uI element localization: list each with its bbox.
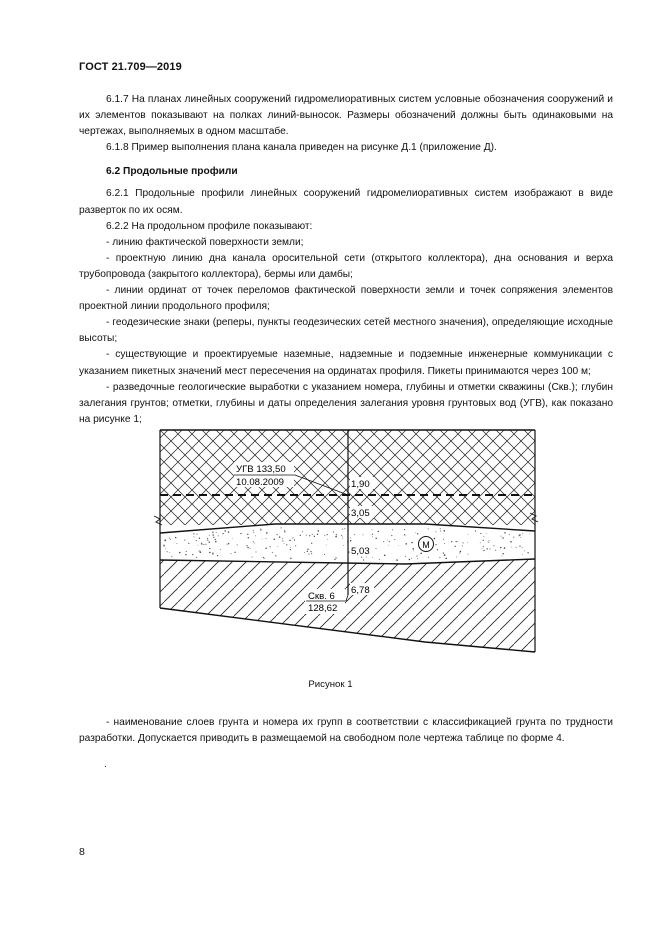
sand-dot: [375, 548, 376, 549]
sand-dot: [209, 535, 210, 536]
sand-dot: [207, 540, 208, 541]
sand-dot: [516, 547, 517, 548]
sand-dot: [261, 557, 262, 558]
sand-dot: [306, 535, 307, 536]
sand-dot: [372, 557, 373, 558]
sand-dot: [317, 534, 318, 535]
sand-dot: [415, 533, 416, 534]
sand-dot: [324, 554, 325, 555]
sand-dot: [489, 548, 490, 549]
sand-dot: [495, 550, 496, 551]
sand-dot: [213, 537, 214, 538]
sand-dot: [420, 553, 422, 555]
well-label: Скв. 6: [308, 591, 335, 602]
sand-dot: [372, 536, 373, 537]
sand-dot: [488, 542, 489, 543]
sand-dot: [462, 545, 463, 546]
ugv-label: УГВ 133,50: [236, 464, 286, 475]
depth-label-1: 1,90: [351, 479, 370, 490]
sand-dot: [292, 538, 293, 539]
sand-dot: [501, 536, 502, 537]
sand-dot: [307, 549, 308, 550]
sand-dot: [304, 552, 305, 553]
sand-dot: [310, 551, 311, 552]
sand-dot: [209, 552, 211, 554]
sand-dot: [511, 547, 512, 548]
sand-dot: [389, 541, 390, 542]
sand-dot: [272, 552, 273, 553]
sand-dot: [489, 540, 490, 541]
sand-dot: [248, 537, 249, 538]
sand-dot: [284, 530, 285, 531]
sand-dot: [314, 536, 315, 537]
sand-dot: [440, 531, 441, 532]
sand-dot: [215, 541, 217, 543]
sand-dot: [293, 537, 294, 538]
sand-dot: [284, 531, 285, 532]
sand-dot: [475, 530, 476, 531]
sand-dot: [279, 536, 280, 537]
sand-dot: [260, 528, 261, 529]
sand-dot: [215, 539, 216, 540]
sand-dot: [198, 545, 199, 546]
trailing-dot: .: [104, 759, 107, 770]
sand-dot: [336, 534, 337, 535]
sand-dot: [234, 552, 235, 553]
sand-dot: [435, 544, 436, 545]
sand-dot: [524, 550, 525, 551]
sand-dot: [169, 552, 170, 553]
paragraph-6-2-1: 6.2.1 Продольные профили линейных сооружений гидромелиоративных систем изображают в виде разверток по их осям.: [79, 188, 613, 216]
sand-dot: [416, 556, 417, 557]
sand-dot: [216, 532, 217, 533]
sand-dot: [277, 546, 278, 547]
sand-dot: [468, 534, 469, 535]
sand-dot: [327, 534, 328, 535]
list-item: - проектную линию дна канала оросительной сети (открытого коллектора), дна основания и верха трубопровода (закрытого коллектора), бермы или дамбы;: [79, 252, 613, 280]
sand-dot: [209, 541, 210, 542]
sand-dot: [266, 532, 268, 534]
sand-dot: [199, 551, 200, 552]
sand-dot: [171, 556, 172, 557]
sand-dot: [375, 538, 376, 539]
sand-dot: [451, 541, 452, 542]
sand-dot: [175, 537, 176, 538]
sand-dot: [404, 529, 405, 530]
sand-dot: [428, 557, 429, 558]
sand-dot: [417, 558, 418, 559]
sand-dot: [192, 554, 193, 555]
sand-dot: [394, 539, 395, 540]
sand-dot: [387, 540, 388, 541]
sand-dot: [220, 549, 221, 550]
sand-dot: [334, 559, 335, 560]
sand-dot: [231, 553, 232, 554]
sand-dot: [460, 551, 461, 552]
sand-dot: [388, 545, 389, 546]
depth-label-2: 3,05: [351, 508, 370, 519]
sand-dot: [207, 538, 208, 539]
sand-dot: [437, 549, 438, 550]
sand-dot: [355, 534, 356, 535]
sand-dot: [406, 543, 407, 544]
sand-dot: [289, 540, 291, 542]
sand-dot: [167, 551, 168, 552]
sand-dot: [445, 558, 447, 560]
sand-dot: [341, 535, 342, 536]
sand-dot: [500, 547, 501, 548]
sand-dot: [434, 538, 436, 540]
sand-dot: [170, 539, 171, 540]
sand-dot: [199, 537, 200, 538]
sand-dot: [439, 557, 440, 558]
sand-dot: [286, 544, 287, 545]
sand-dot: [391, 535, 392, 536]
sand-dot: [519, 534, 520, 535]
after-figure-text: [79, 715, 613, 747]
sand-dot: [480, 533, 481, 534]
sand-dot: [232, 538, 233, 539]
sand-dot: [264, 558, 265, 559]
depth-label-3: 5,03: [351, 546, 370, 557]
page-number: 8: [79, 846, 85, 858]
sand-dot: [217, 555, 218, 556]
sand-dot: [277, 534, 278, 535]
sand-dot: [200, 551, 202, 553]
sand-dot: [483, 550, 484, 551]
main-text: [79, 92, 613, 428]
sand-dot: [256, 552, 257, 553]
sand-dot: [529, 534, 530, 535]
sand-dot: [281, 527, 282, 528]
sand-dot: [342, 536, 343, 537]
sand-dot: [228, 543, 229, 544]
sand-dot: [335, 557, 336, 558]
sand-dot: [163, 545, 164, 546]
sand-dot: [350, 540, 351, 541]
sand-dot: [404, 534, 405, 535]
sand-dot: [405, 556, 406, 557]
sand-dot: [513, 537, 514, 538]
sand-dot: [311, 543, 312, 544]
sand-dot: [302, 531, 303, 532]
sand-dot: [318, 530, 320, 532]
sand-dot: [201, 543, 202, 544]
sand-dot: [250, 548, 251, 549]
sand-dot: [212, 534, 213, 535]
sand-dot: [247, 534, 248, 535]
document-header: ГОСТ 21.709—2019: [79, 61, 182, 73]
section-heading-6-2: 6.2 Продольные профили: [106, 166, 238, 178]
list-item: - разведочные геологические выработки с указанием номера, глубины и отметки скважины (Скв.); глубин залегания грунтов; отметки, глубины и даты определения залегания уровня грунтовых вод (УГВ), как показано на рисунке 1;: [79, 381, 613, 425]
sand-dot: [179, 552, 181, 554]
soil-profile-figure: [150, 420, 550, 655]
sand-dot: [333, 532, 334, 533]
sand-dot: [240, 533, 241, 534]
sand-dot: [270, 546, 271, 547]
sand-dot: [378, 531, 379, 532]
sand-dot: [379, 559, 380, 560]
sand-dot: [307, 551, 308, 552]
sand-dot: [444, 543, 445, 544]
sand-dot: [184, 540, 185, 541]
sand-dot: [413, 550, 414, 551]
sand-dot: [350, 538, 351, 539]
sand-dot: [198, 551, 199, 552]
list-item: - геодезические знаки (реперы, пункты геодезических сетей местного значения), определяющие исходные высоты;: [79, 317, 613, 345]
sand-dot: [504, 532, 505, 533]
sand-dot: [165, 540, 167, 542]
sand-dot: [312, 534, 313, 535]
sand-dot: [185, 554, 186, 555]
sand-dot: [342, 529, 343, 530]
ugv-date: 10.08.2009: [236, 477, 285, 488]
paragraph-6-1-8: 6.1.8 Пример выполнения плана канала приведен на рисунке Д.1 (приложение Д).: [106, 142, 497, 154]
sand-dot: [428, 528, 429, 529]
sand-dot: [392, 529, 393, 530]
sand-dot: [486, 533, 487, 534]
sand-dot: [457, 541, 458, 542]
list-item: - наименование слоев грунта и номера их групп в соответствии с классификацией грунта по трудности разработки. Допускается приводить в размещаемой на свободном поле чертежа таблице по форме 4.: [79, 717, 613, 745]
sand-dot: [218, 535, 219, 536]
soil-marker-label: М: [422, 540, 430, 550]
sand-dot: [224, 530, 225, 531]
sand-dot: [502, 537, 504, 539]
sand-dot: [493, 545, 494, 546]
sand-dot: [253, 530, 254, 531]
sand-dot: [483, 540, 484, 541]
list-item: - линию фактической поверхности земли;: [106, 236, 304, 248]
sand-dot: [519, 545, 520, 546]
sand-dot: [214, 536, 215, 537]
paragraph-6-1-7: 6.1.7 На планах линейных сооружений гидромелиоративных систем условные обозначения сооружений и их элементов показывают на полках линий-выносок. Размеры обозначений должны быть одинаковыми на чертежах, выполняемых в одном масштабе.: [79, 94, 613, 138]
sand-dot: [309, 554, 310, 555]
sand-dot: [440, 528, 441, 529]
figure-caption: Рисунок 1: [308, 679, 353, 690]
sand-dot: [467, 542, 468, 543]
sand-dot: [212, 532, 213, 533]
sand-dot: [520, 537, 521, 538]
sand-dot: [344, 528, 345, 529]
sand-dot: [326, 545, 327, 546]
sand-dot: [510, 541, 512, 543]
sand-dot: [522, 554, 523, 555]
sand-dot: [290, 558, 291, 559]
sand-dot: [396, 559, 398, 561]
sand-dot: [275, 555, 276, 556]
sand-dot: [196, 557, 197, 558]
sand-dot: [462, 542, 463, 543]
sand-dot: [411, 542, 413, 544]
sand-dot: [409, 559, 410, 560]
sand-dot: [290, 549, 291, 550]
sand-dot: [260, 529, 261, 530]
sand-dot: [435, 531, 436, 532]
sand-dot: [311, 553, 312, 554]
sand-dot: [266, 538, 267, 539]
sand-dot: [487, 548, 488, 549]
paragraph-6-2-2: 6.2.2 На продольном профиле показывают:: [106, 220, 313, 232]
sand-dot: [372, 529, 373, 530]
sand-dot: [227, 544, 228, 545]
sand-dot: [527, 552, 528, 553]
well-mark: 128,62: [308, 603, 338, 614]
sand-dot: [398, 545, 399, 546]
sand-dot: [383, 541, 384, 542]
sand-dot: [193, 533, 194, 534]
sand-dot: [193, 536, 194, 537]
sand-dot: [295, 545, 296, 546]
sand-dot: [284, 543, 285, 544]
sand-dot: [324, 535, 325, 536]
sand-dot: [237, 544, 238, 545]
sand-dot: [265, 548, 267, 550]
sand-dot: [282, 538, 283, 539]
sand-dot: [522, 547, 523, 548]
sand-dot: [444, 554, 446, 556]
sand-dot: [504, 547, 506, 549]
sand-dot: [222, 533, 223, 534]
sand-dot: [443, 552, 444, 553]
sand-dot: [253, 532, 254, 533]
sand-dot: [412, 548, 414, 550]
sand-dot: [309, 535, 310, 536]
sand-dot: [176, 543, 177, 544]
sand-dot: [255, 535, 256, 536]
sand-dot: [196, 534, 197, 535]
sand-dot: [246, 545, 247, 546]
sand-dot: [482, 548, 483, 549]
sand-dot: [456, 556, 457, 557]
sand-dot: [335, 536, 337, 538]
sand-dot: [443, 539, 444, 540]
sand-dot: [483, 546, 484, 547]
sand-dot: [252, 557, 253, 558]
sand-dot: [503, 553, 504, 554]
sand-dot: [189, 543, 190, 544]
depth-label-4: 6,78: [351, 585, 370, 596]
sand-dot: [343, 545, 344, 546]
list-item: - линии ординат от точек переломов фактической поверхности земли и точек сопряжения элементов проектной линии продольного профиля;: [79, 285, 613, 313]
sand-dot: [509, 534, 510, 535]
list-item: - существующие и проектируемые наземные, надземные и подземные инженерные коммуникации с указанием пикетных значений мест пересечения на ординатах профиля. Пикеты принимаются через 100 м;: [79, 349, 613, 377]
sand-dot: [363, 559, 364, 560]
sand-dot: [468, 554, 469, 555]
sand-dot: [384, 555, 386, 557]
sand-dot: [186, 551, 187, 552]
sand-dot: [327, 539, 328, 540]
sand-dot: [480, 542, 481, 543]
sand-dot: [274, 539, 276, 541]
sand-dot: [294, 539, 295, 540]
sand-dot: [456, 541, 457, 542]
sand-dot: [483, 536, 484, 537]
sand-dot: [372, 534, 373, 535]
sand-dot: [253, 541, 254, 542]
sand-dot: [203, 544, 204, 545]
sand-dot: [247, 547, 249, 549]
sand-dot: [290, 547, 291, 548]
sand-dot: [205, 544, 206, 545]
sand-dot: [459, 552, 460, 553]
sand-dot: [444, 530, 446, 532]
sand-dot: [196, 540, 197, 541]
sand-dot: [501, 556, 502, 557]
sand-dot: [262, 539, 263, 540]
sand-dot: [165, 549, 166, 550]
sand-dot: [300, 535, 301, 536]
sand-dot: [254, 543, 255, 544]
sand-dot: [209, 548, 210, 549]
sand-dot: [212, 554, 213, 555]
sand-dot: [363, 534, 364, 535]
sand-dot: [354, 535, 355, 536]
sand-dot: [169, 538, 170, 539]
sand-dot: [411, 558, 412, 559]
sand-dot: [228, 531, 230, 533]
sand-dot: [522, 533, 523, 534]
sand-dot: [342, 538, 343, 539]
sand-dot: [417, 533, 418, 534]
sand-dot: [455, 546, 456, 547]
sand-dot: [282, 540, 283, 541]
